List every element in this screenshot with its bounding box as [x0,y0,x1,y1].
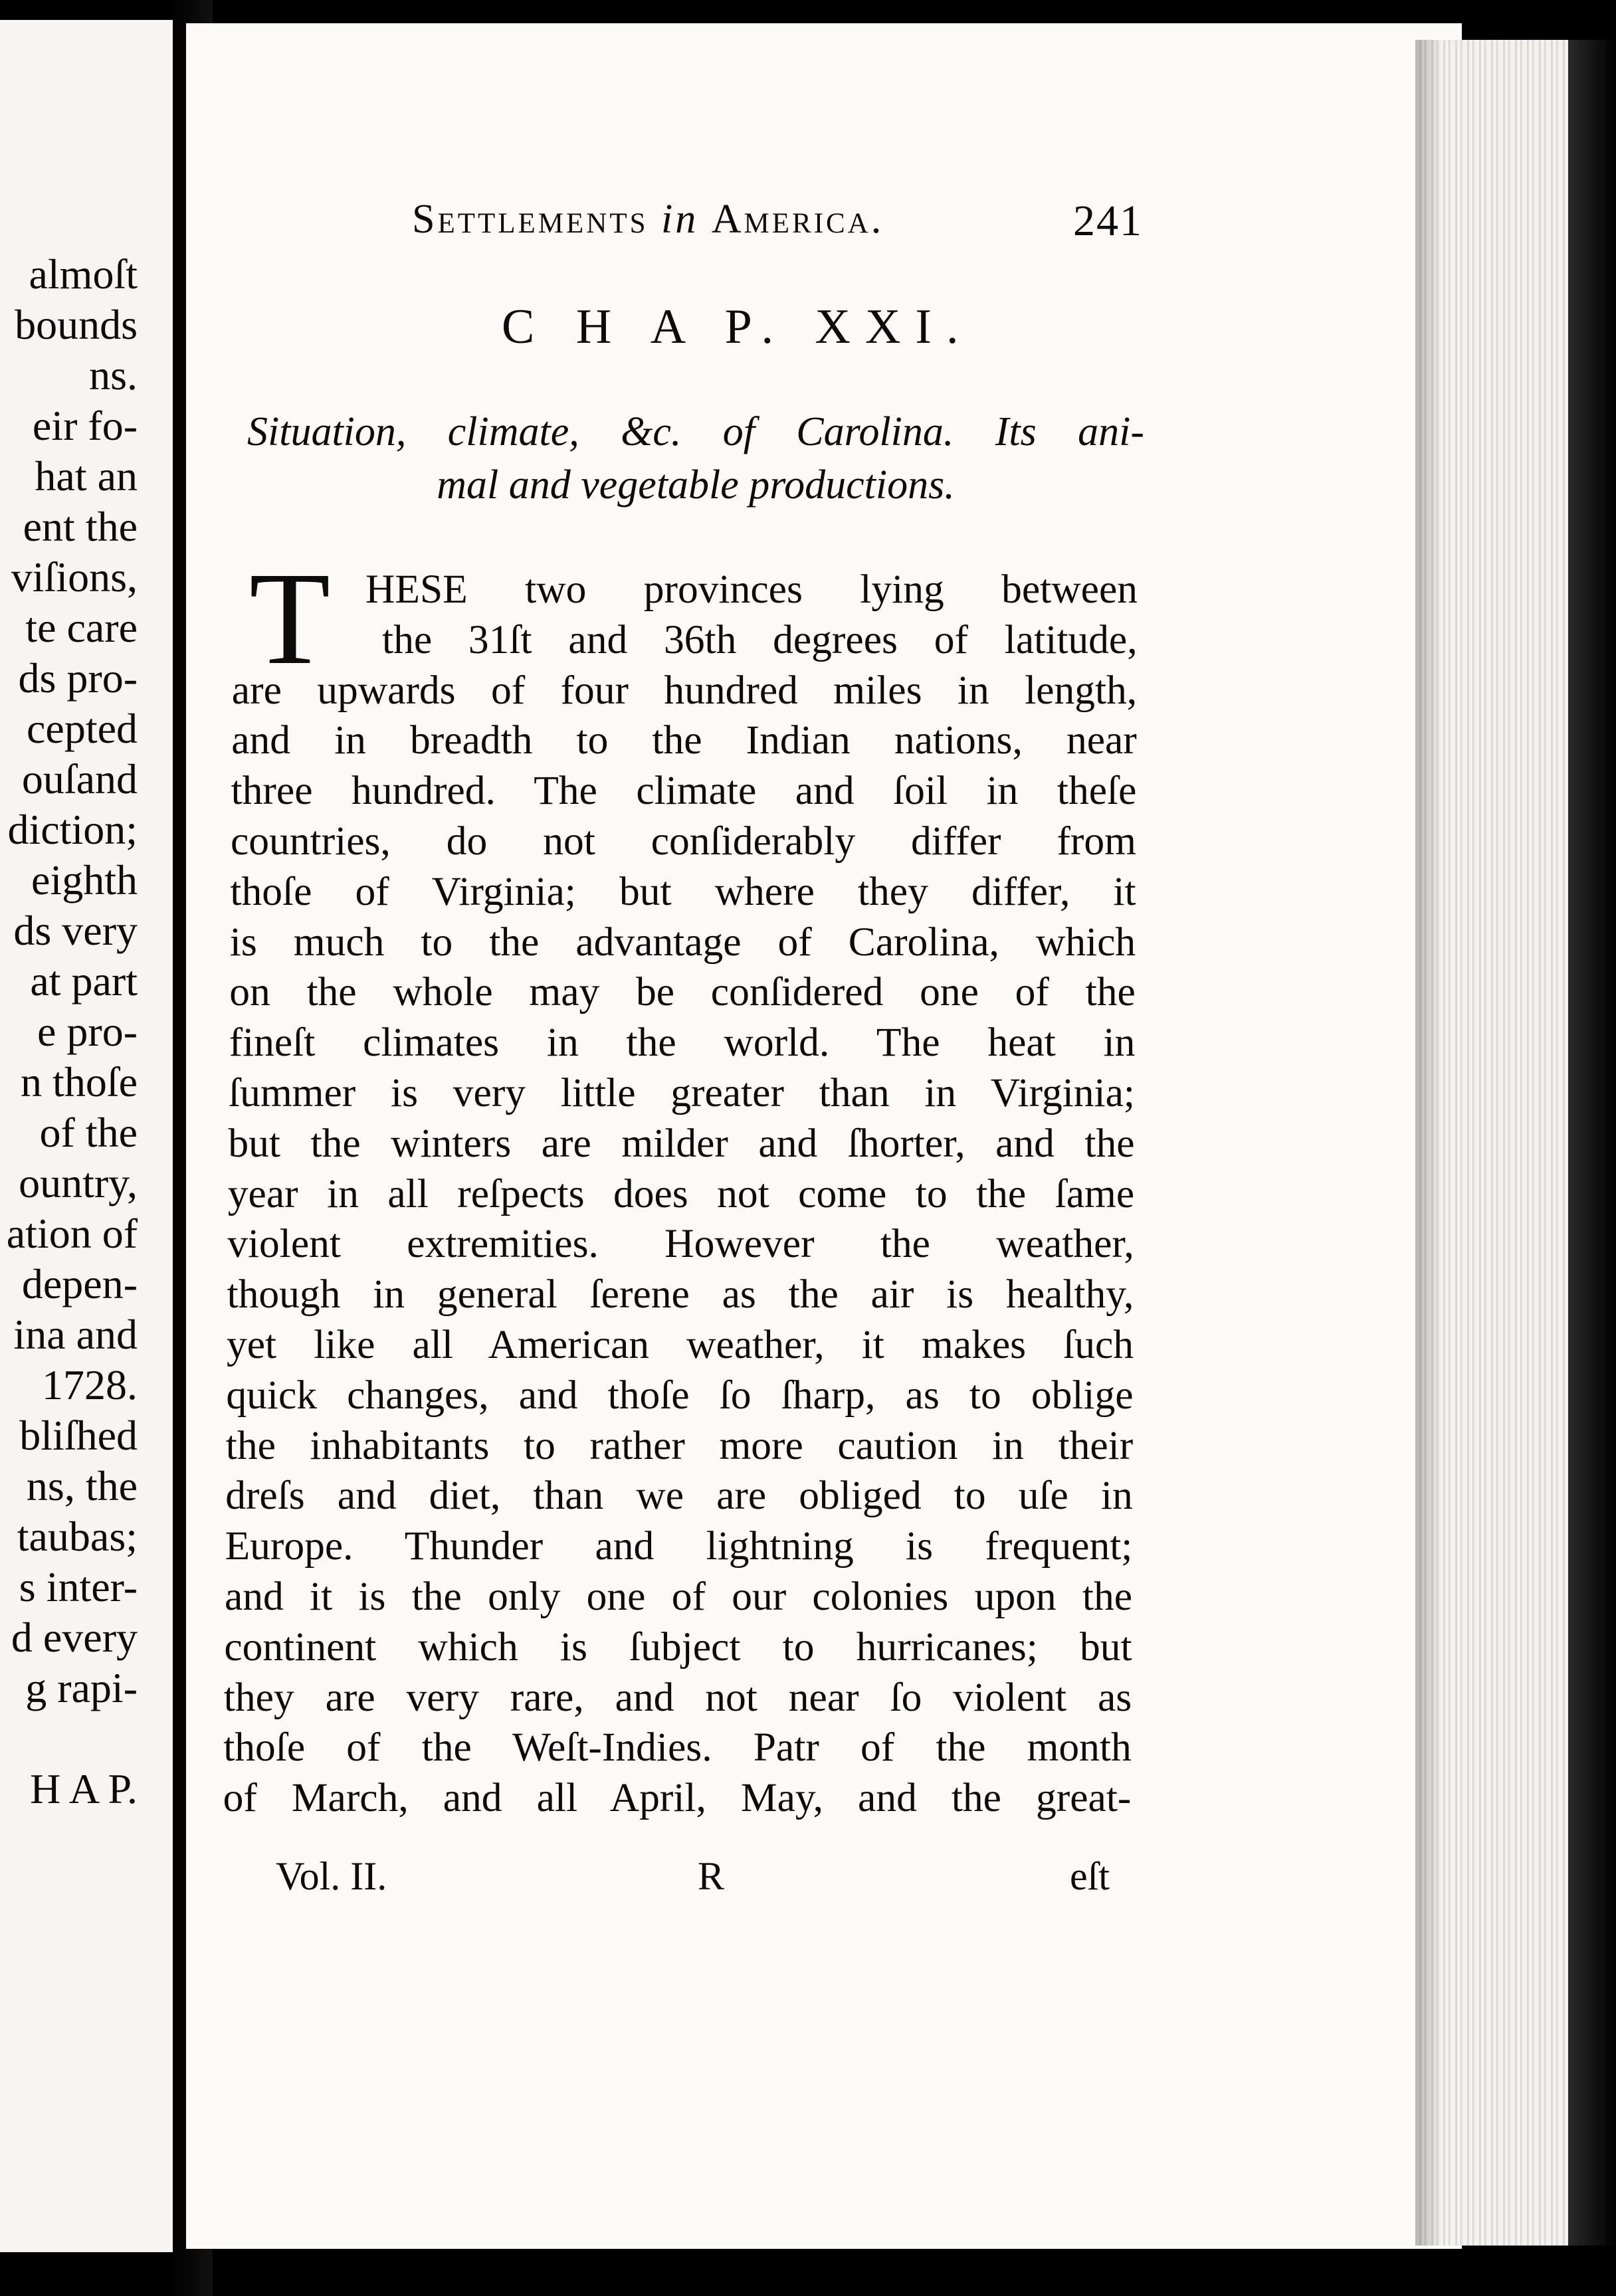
body-line: yet like all American weather, it makes ſuch [227,1322,1134,1367]
facing-page-line: depen- [21,1260,138,1307]
footer-signature: R [698,1854,725,1898]
footer-catchword: eſt [1070,1854,1110,1898]
body-line: dreſs and diet, than we are obliged to uſe in [225,1473,1133,1519]
body-line: and it is the only one of our colonies upon the [225,1574,1132,1619]
running-head-settlements: Settlements [412,197,649,242]
body-line: and in breadth to the Indian nations, near [231,718,1137,763]
facing-page-line: cepted [27,705,138,752]
body-line: the inhabitants to rather more caution in their [225,1422,1134,1468]
facing-page-line: eir fo- [32,402,138,449]
body-line: three hundred. The climate and ſoil in theſe [231,768,1137,814]
facing-page-line: ountry, [19,1159,138,1206]
facing-page-line: s inter- [19,1563,138,1610]
running-head-in: in [661,197,699,242]
chapter-summary-line-1: Situation, climate, &c. of Carolina. Its ani- [247,409,1144,454]
page-edge-dark [1568,40,1616,2246]
body-line: though in general ſerene as the air is healthy, [227,1272,1134,1317]
facing-page-line: n thoſe [21,1058,138,1105]
facing-page-line: H A P. [30,1765,138,1812]
facing-page-line: ds pro- [18,654,138,702]
body-line: the 31ſt and 36th degrees of latitude, [382,617,1138,662]
facing-page-line: eighth [31,856,138,904]
page-edge-shadow [1415,40,1442,2246]
chapter-title: C H A P. XXI. [502,300,973,354]
facing-page-line: ina and [13,1311,138,1358]
page-number: 241 [1073,197,1143,245]
facing-page-line: ns. [89,351,138,399]
facing-page-left [0,20,184,2252]
facing-page-line: bounds [15,301,138,348]
facing-page-line: at part [30,957,138,1004]
body-line: HESE two provinces lying between [365,567,1138,612]
drop-cap: T [249,545,331,692]
chapter-summary [247,405,1144,512]
running-head-america: America. [711,197,884,242]
facing-page-line: g rapi- [25,1664,138,1711]
body-line: they are very rare, and not near ſo violent as [223,1674,1132,1720]
facing-page-line: taubas; [17,1513,138,1560]
facing-page-line: 1728. [42,1361,138,1408]
facing-page-line: e pro- [37,1008,138,1055]
facing-page-line: ent the [23,503,138,550]
body-line: are upwards of four hundred miles in length, [231,667,1138,713]
body-line: quick changes, and thoſe ſo ſharp, as to oblige [226,1372,1134,1418]
body-line: thoſe of Virginia; but where they differ, it [230,868,1136,914]
body-line: violent extremities. However the weather, [227,1221,1134,1267]
facing-page-line: ation of [6,1210,138,1257]
body-line: but the winters are milder and ſhorter, and the [228,1120,1135,1166]
facing-page-line: ds very [13,907,138,954]
facing-page-line: viſions, [11,553,138,601]
body-line: Europe. Thunder and lightning is frequent; [225,1523,1133,1569]
footer-volume: Vol. II. [276,1854,387,1898]
body-line: fineſt climates in the world. The heat in [229,1020,1136,1066]
body-line: of March, and all April, May, and the great- [223,1775,1132,1821]
facing-page-line: of the [39,1109,138,1156]
facing-page-line: hat an [35,452,138,500]
body-line: thoſe of the Weſt-Indies. Patr of the month [223,1725,1132,1770]
body-line: is much to the advantage of Carolina, which [229,919,1136,965]
facing-page-line: ns, the [26,1462,138,1509]
running-head [412,196,884,243]
body-line: countries, do not conſiderably differ from [231,818,1136,864]
body-line: year in all reſpects does not come to the ſame [227,1171,1135,1216]
chapter-summary-line-2: mal and vegetable productions. [437,462,955,508]
facing-page-line: bliſhed [19,1412,138,1459]
facing-page-line: almoſt [29,250,138,298]
body-line: continent which is ſubject to hurricanes; but [224,1624,1132,1670]
facing-page-line: ouſand [21,755,138,803]
body-line: on the whole may be conſidered one of the [229,969,1136,1015]
body-line: ſummer is very little greater than in Virginia; [229,1070,1135,1115]
facing-page-line: diction; [7,806,138,853]
facing-page-line: te care [25,604,138,651]
facing-page-line: d every [11,1614,138,1661]
